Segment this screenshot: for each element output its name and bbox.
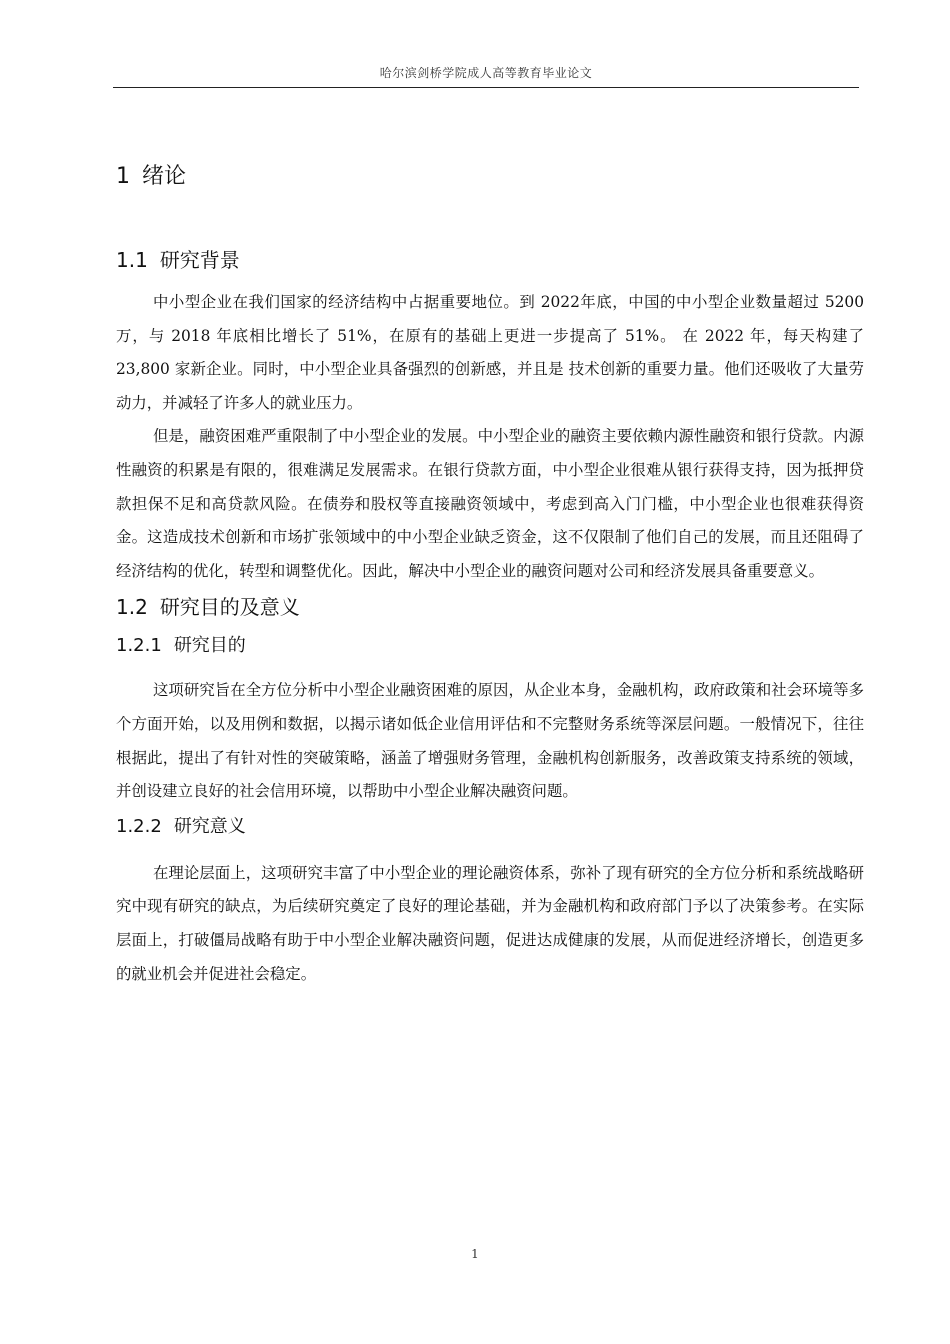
section-number: 1.1: [116, 248, 148, 272]
paragraph: 中小型企业在我们国家的经济结构中占据重要地位。到 2022年底，中国的中小型企业数量超过 5200 万，与 2018 年底相比增长了 51%，在原有的基础上更进一步提高了 51%。 在 2022 年，每天构建了 23,800 家新企业。同时，中小型企业具备强烈的创新感，并且是 技术创新的重要力量。他们还吸收了大量劳动力，并减轻了许多人的就业压力。: [116, 293, 864, 412]
section-title: 研究背景: [159, 248, 240, 272]
paragraph: 在理论层面上，这项研究丰富了中小型企业的理论融资体系，弥补了现有研究的全方位分析和系统战略研究中现有研究的缺点，为后续研究奠定了良好的理论基础，并为金融机构和政府部门予以了决策参考。在实际层面上，打破僵局战略有助于中小型企业解决融资问题，促进达成健康的发展，从而促进经济增长，创造更多的就业机会并促进社会稳定。: [116, 863, 864, 983]
subsection-heading-1-2-1: [116, 632, 864, 660]
section-heading-1-1: [116, 245, 864, 275]
chapter-number: 1: [116, 164, 130, 189]
running-header: 哈尔滨剑桥学院成人高等教育毕业论文: [379, 66, 593, 80]
section-title: 研究目的及意义: [159, 595, 300, 620]
page-body: [116, 160, 864, 991]
subsection-title: 研究目的: [173, 635, 246, 657]
chapter-heading: [116, 160, 864, 194]
page-number: 1: [471, 1247, 479, 1261]
header-rule: [113, 87, 859, 88]
subsection-number: 1.2.2: [116, 815, 162, 837]
section-heading-1-2: [116, 592, 864, 622]
subsection-heading-1-2-2: [116, 813, 864, 841]
subsection-title: 研究意义: [173, 815, 246, 837]
section-number: 1.2: [116, 595, 148, 620]
paragraph: 但是，融资困难严重限制了中小型企业的发展。中小型企业的融资主要依赖内源性融资和银行贷款。内源性融资的积累是有限的，很难满足发展需求。在银行贷款方面，中小型企业很难从银行获得支持，因为抵押贷款担保不足和高贷款风险。在债券和股权等直接融资领域中，考虑到高入门门槛，中小型企业也很难获得资金。这造成技术创新和市场扩张领域中的中小型企业缺乏资金，这不仅限制了他们自己的发展，而且还阻碍了经济结构的优化，转型和调整优化。因此，解决中小型企业的融资问题对公司和经济发展具备重要意义。: [116, 427, 864, 580]
subsection-number: 1.2.1: [116, 635, 162, 657]
chapter-title: 绪论: [142, 164, 187, 189]
paragraph: 这项研究旨在全方位分析中小型企业融资困难的原因，从企业本身，金融机构，政府政策和社会环境等多个方面开始，以及用例和数据，以揭示诸如低企业信用评估和不完整财务系统等深层问题。一般情况下，往往根据此，提出了有针对性的突破策略，涵盖了增强财务管理，金融机构创新服务，改善政策支持系统的领域，并创设建立良好的社会信用环境，以帮助中小型企业解决融资问题。: [116, 681, 864, 801]
